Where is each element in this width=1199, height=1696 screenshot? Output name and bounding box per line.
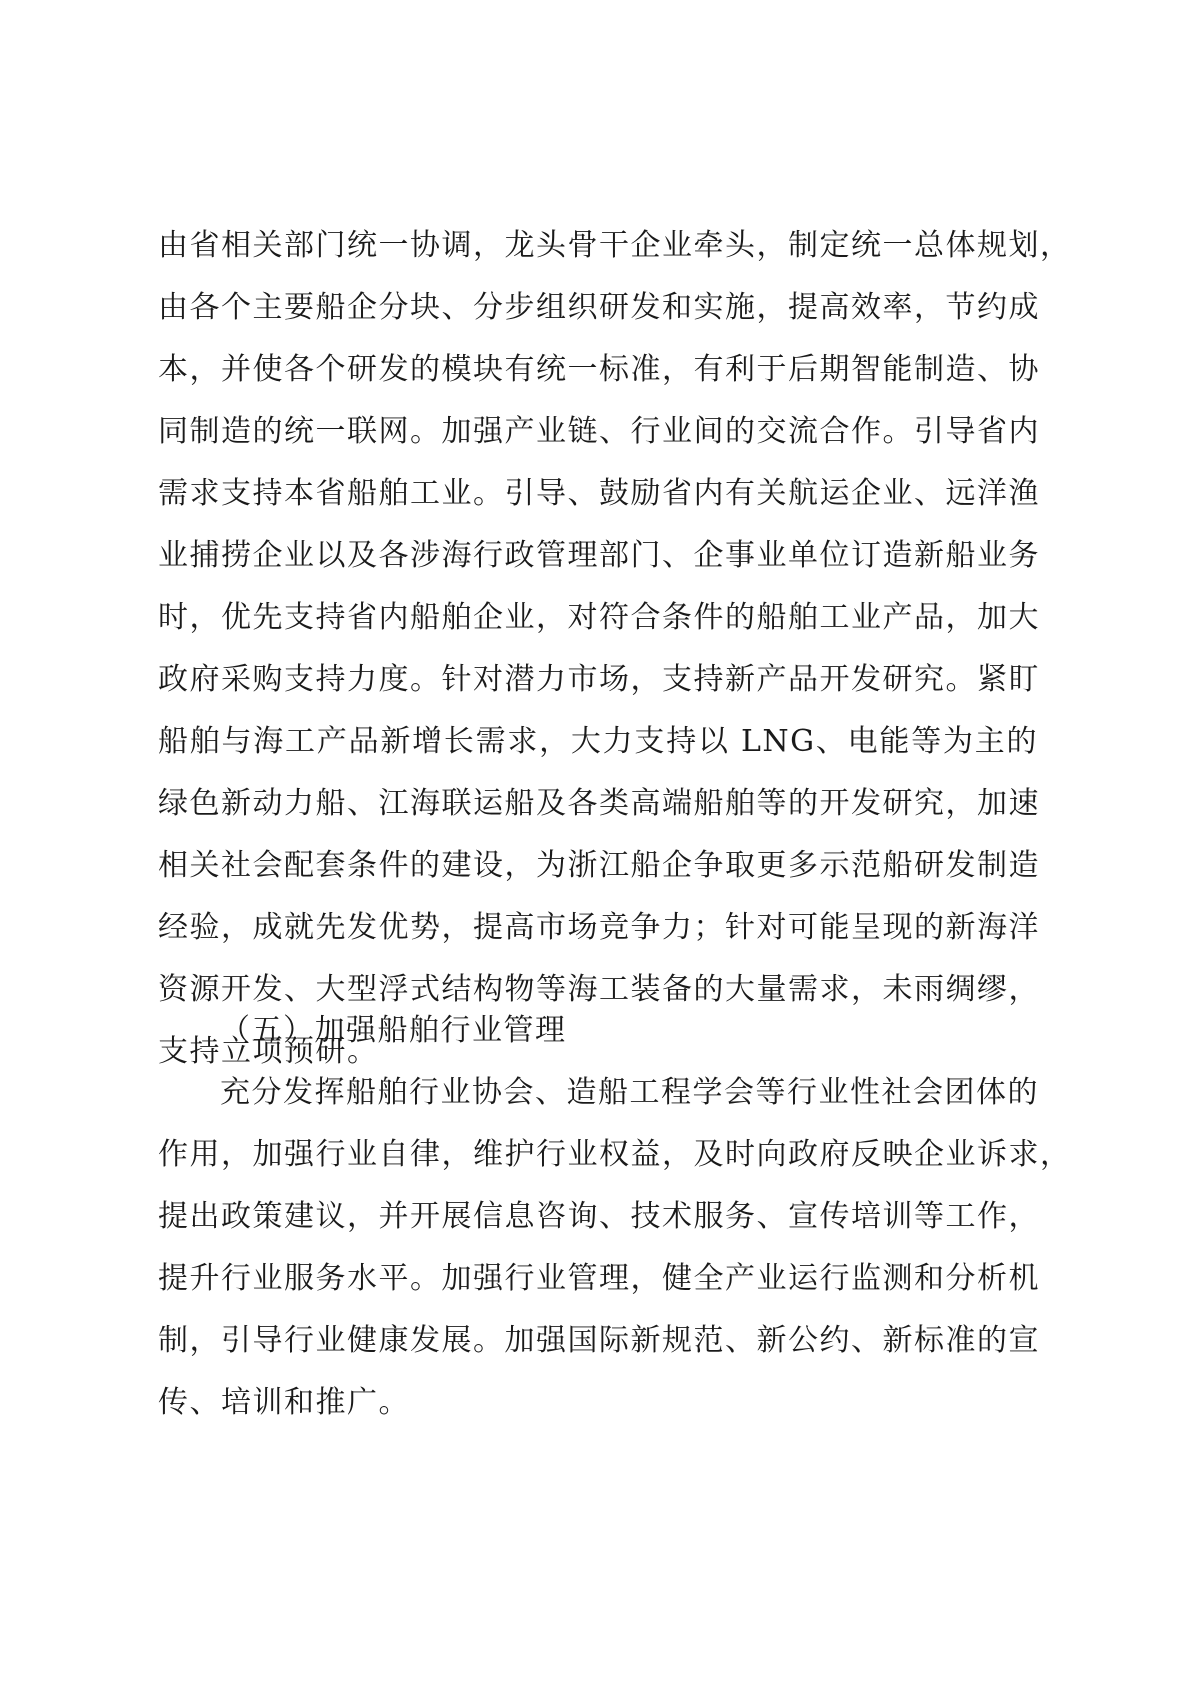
paragraph-2-line-4: 提升行业服务水平。加强行业管理，健全产业运行监测和分析机 [158, 1261, 1040, 1296]
section-heading-block [158, 1000, 1038, 1062]
paragraph-1-line-9: 船舶与海工产品新增长需求，大力支持以 LNG、电能等为主的 [158, 724, 1038, 759]
paragraph-1-line-5: 需求支持本省船舶工业。引导、鼓励省内有关航运企业、远洋渔 [158, 476, 1040, 511]
paragraph-1-line-1: 由省相关部门统一协调，龙头骨干企业牵头，制定统一总体规划， [158, 228, 1072, 263]
paragraph-2-line-2: 作用，加强行业自律，维护行业权益，及时向政府反映企业诉求， [158, 1137, 1072, 1172]
paragraph-1 [158, 215, 1072, 1083]
paragraph-1-line-11: 相关社会配套条件的建设，为浙江船企争取更多示范船研发制造 [158, 848, 1040, 883]
paragraph-1-line-12: 经验，成就先发优势，提高市场竞争力；针对可能呈现的新海洋 [158, 910, 1040, 945]
paragraph-1-line-14: 支持立项预研。 [158, 1034, 379, 1069]
section-heading: （五）加强船舶行业管理 [220, 1013, 567, 1048]
paragraph-2-line-3: 提出政策建议，并开展信息咨询、技术服务、宣传培训等工作， [158, 1199, 1040, 1234]
paragraph-1-line-10: 绿色新动力船、江海联运船及各类高端船舶等的开发研究，加速 [158, 786, 1040, 821]
paragraph-1-line-2: 由各个主要船企分块、分步组织研发和实施，提高效率，节约成 [158, 290, 1040, 325]
paragraph-1-line-13: 资源开发、大型浮式结构物等海工装备的大量需求，未雨绸缪， [158, 972, 1040, 1007]
paragraph-1-line-4: 同制造的统一联网。加强产业链、行业间的交流合作。引导省内 [158, 414, 1040, 449]
paragraph-1-line-3: 本，并使各个研发的模块有统一标准，有利于后期智能制造、协 [158, 352, 1040, 387]
paragraph-1-line-7: 时，优先支持省内船舶企业，对符合条件的船舶工业产品，加大 [158, 600, 1040, 635]
paragraph-2-line-5: 制，引导行业健康发展。加强国际新规范、新公约、新标准的宣 [158, 1323, 1040, 1358]
paragraph-1-line-8: 政府采购支持力度。针对潜力市场，支持新产品开发研究。紧盯 [158, 662, 1040, 697]
paragraph-1-line-6: 业捕捞企业以及各涉海行政管理部门、企事业单位订造新船业务 [158, 538, 1040, 573]
paragraph-2 [158, 1062, 1072, 1434]
paragraph-2-line-1: 充分发挥船舶行业协会、造船工程学会等行业性社会团体的 [220, 1075, 1039, 1110]
paragraph-2-line-6: 传、培训和推广。 [158, 1385, 410, 1420]
